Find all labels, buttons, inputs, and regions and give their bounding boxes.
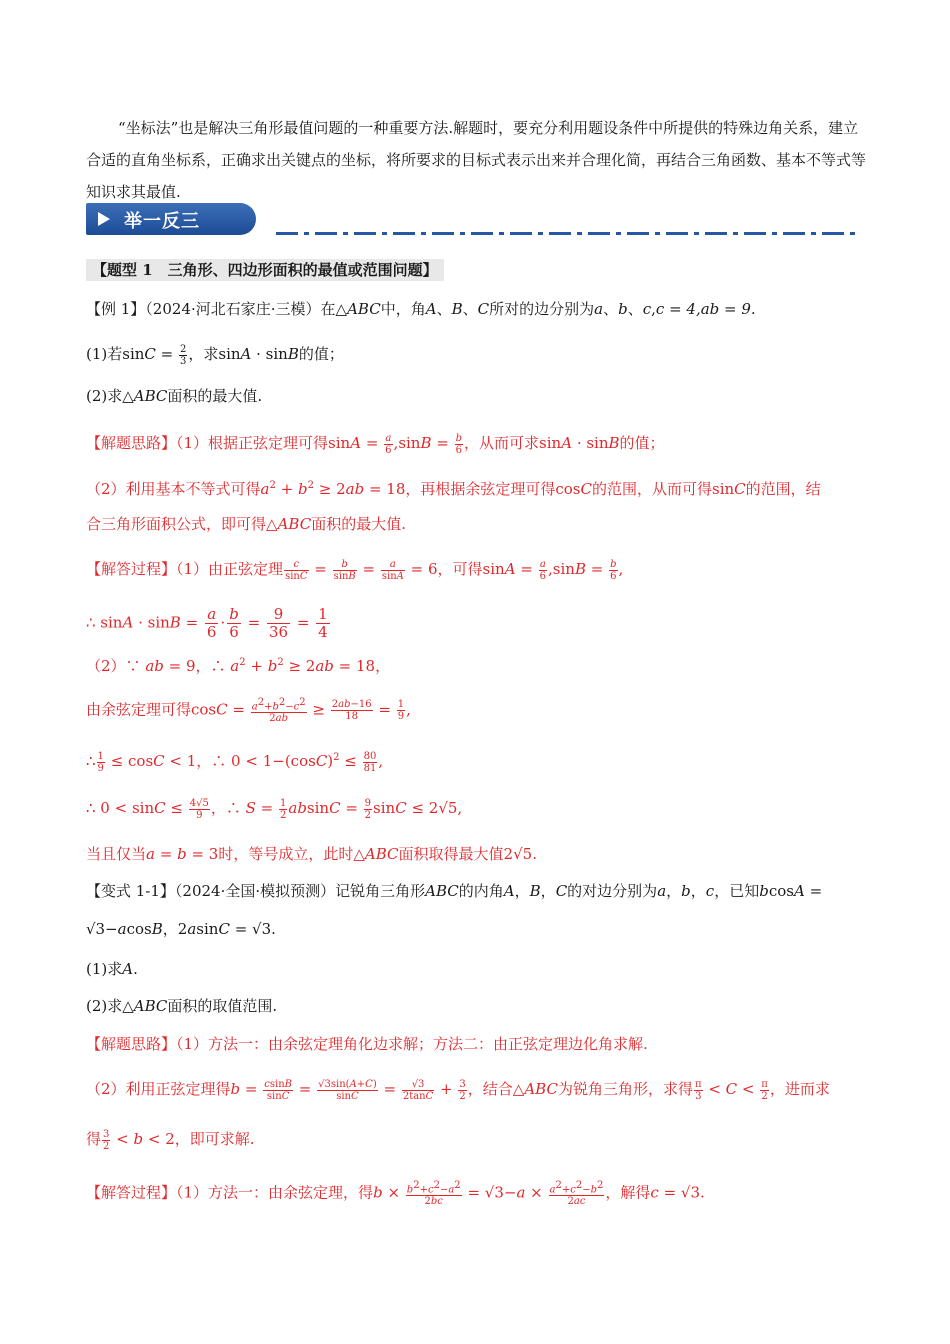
intro-paragraph: “坐标法”也是解决三角形最值问题的一种重要方法.解题时，要充分利用题设条件中所提供的特殊边角关系，建立合适的直角坐标系，正确求出关键点的坐标，将所要求的目标式表示出来并合理化简，再结合三角函数、基本不等式等知识求其最值. xyxy=(86,119,867,201)
example1-head: 【例 1】（2024·河北石家庄·三模）在△ABC中，角A、B、C所对的边分别为a、b、c,c = 4,ab = 9. xyxy=(86,300,756,318)
variant-idea2-cont: 得 $\frac{3}{2}$ < b < 2，即可求解. xyxy=(86,1128,255,1152)
example1-idea1: 【解题思路】（1）根据正弦定理可得sinA = $\frac{a}{6}$ ,sinB = $\frac{b}{6}$ ，从而可求sinA · sinB的值； xyxy=(86,432,665,456)
variant-head: 【变式 1-1】（2024·全国·模拟预测）记锐角三角形ABC的内角A，B，C的对边分别为a，b，c，已知bcosA = xyxy=(86,882,823,900)
section-tag: 【题型 1 三角形、四边形面积的最值或范围问题】 xyxy=(86,259,444,281)
example1-step-area: ∴ 0 < sinC ≤ $\frac{4√5}{9}$ ，∴ S = $\frac{1}{2}$ absinC = $\frac{9}{2}$ sinC ≤ 2√5, xyxy=(86,797,463,821)
banner-divider xyxy=(276,232,860,235)
example1-proc1: 【解答过程】（1）由正弦定理 $\frac{c}{\sin C}$ = $\frac{b}{\sin B}$ = $\frac{a}{\sin A}$ = 6，可得sinA = $\frac{a}{6}$ ,sinB = $\frac{b}{6}$ , xyxy=(86,558,624,582)
section-banner xyxy=(86,203,266,235)
example1-idea2: （2）利用基本不等式可得$a^2 + b^2 \ge 2ab = 18$，再根据余弦定理可得cosC的范围，从而可得sinC的范围，结 xyxy=(86,480,821,498)
variant-idea1: 【解题思路】（1）方法一：由余弦定理角化边求解；方法二：由正弦定理边化角求解. xyxy=(86,1035,648,1053)
play-triangle-icon xyxy=(98,212,110,226)
example1-step-product: ∴ sinA · sinB = $\frac{a}{6}$ · $\frac{b}{6}$ = $\frac{9}{36}$ = $\frac{1}{4}$ xyxy=(86,605,328,641)
example1-q1: (1)若sinC = $\frac{2}{3}$ ，求sinA · sinB的值； xyxy=(86,343,344,367)
variant-q1: (1)求A. xyxy=(86,960,138,978)
example1-idea2-cont: 合三角形面积公式，即可得△ABC面积的最大值. xyxy=(86,515,406,533)
example1-q2: (2)求△ABC面积的最大值. xyxy=(86,387,263,405)
example1-step-cos: 由余弦定理可得cosC = $\frac{a^2+b^2-c^2}{2ab}$ ≥ $\frac{2ab-16}{18}$ = $\frac{1}{9}$ , xyxy=(86,697,411,725)
variant-proc1: 【解答过程】（1）方法一：由余弦定理，得b × $\frac{b^2+c^2-a^2}{2bc}$ = √3−a × $\frac{a^2+c^2-b^2}{2ac}$ ，解得c = √3. xyxy=(86,1180,705,1208)
example1-step-range: ∴ $\frac{1}{9}$ ≤ cosC < 1，∴ $0 < 1-(\cos C)^2$ ≤ $\frac{80}{81}$ , xyxy=(86,750,384,774)
variant-head-cont: √3−acosB，2asinC = √3. xyxy=(86,920,276,938)
variant-q2: (2)求△ABC面积的取值范围. xyxy=(86,997,278,1015)
banner-label: 举一反三 xyxy=(124,211,200,232)
example1-step2: （2）∵ ab = 9，∴ $a^2 + b^2 \ge 2ab = 18$， xyxy=(86,657,391,675)
example1-final: 当且仅当a = b = 3时，等号成立，此时△ABC面积取得最大值2√5. xyxy=(86,845,537,863)
variant-idea2: （2）利用正弦定理得b = $\frac{csinB}{\sin C}$ = $\frac{√3\sin(A+C)}{\sin C}$ = $\frac{√3}{2\tan C}$ + $\frac{3}{2}$ ，结合△ABC为锐角三角形，求得 $\frac{\pi}{3}$ < C < $\frac{\pi}{2}$ ，进而求 xyxy=(86,1078,830,1102)
